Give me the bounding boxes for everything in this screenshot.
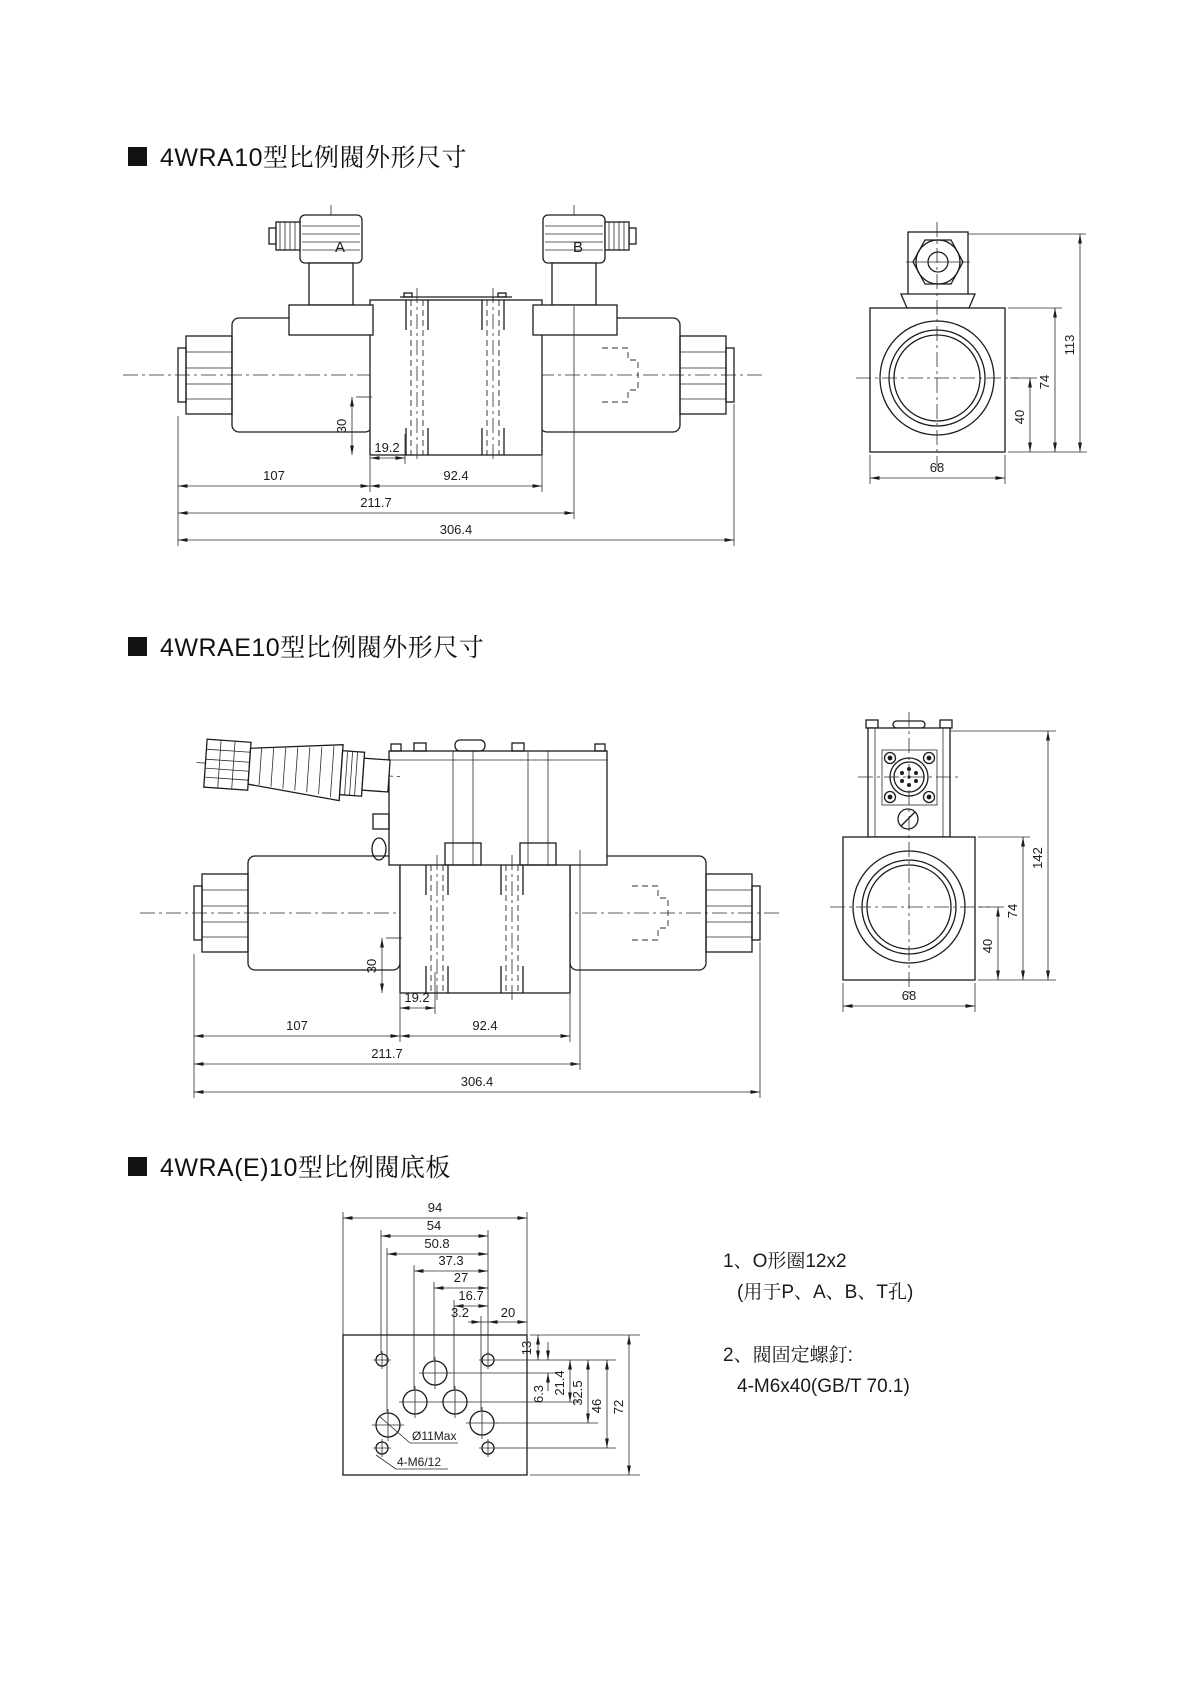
dim-46: 46: [589, 1398, 604, 1414]
connector-a: [269, 205, 373, 335]
dim-40: 40: [980, 938, 995, 954]
hole-diameter-label: Ø11Max: [412, 1429, 457, 1443]
drawing-4wra10-side: [856, 222, 1087, 484]
port-label-a: A: [334, 239, 346, 256]
dim-30: 30: [364, 958, 379, 974]
note-screws: [723, 1340, 910, 1402]
dim-37.3: 37.3: [438, 1253, 464, 1268]
dim-68: 68: [929, 460, 945, 475]
drawing-subplate: [343, 1200, 640, 1475]
dim-20: 20: [500, 1305, 516, 1320]
leader-labels: [376, 1416, 458, 1469]
dim-142: 142: [1030, 847, 1045, 869]
drawing-4wrae10-front: [140, 735, 782, 1098]
dim-50.8: 50.8: [424, 1236, 450, 1251]
dim-27: 27: [453, 1270, 469, 1285]
port-label-b: B: [572, 239, 584, 256]
drawing-4wrae10-side: [830, 712, 1056, 1012]
dim-30: 30: [334, 418, 349, 434]
dim-40: 40: [1012, 409, 1027, 425]
dim-68: 68: [901, 988, 917, 1003]
note-oring-line2: (用于P、A、B、T孔): [737, 1282, 914, 1303]
dim-21.4: 21.4: [552, 1370, 567, 1396]
note-oring-line1: 1、O形圈12x2: [723, 1251, 847, 1272]
dim-306.4: 306.4: [460, 1074, 494, 1089]
section-title-text: 4WRA10型比例閥外形尺寸: [160, 144, 468, 172]
dim-13: 13: [519, 1340, 534, 1356]
dim-107: 107: [286, 1018, 308, 1033]
dim-107: 107: [263, 468, 285, 483]
drawing-4wra10-front: [123, 205, 762, 546]
note-oring: [723, 1246, 913, 1308]
connector-b: [533, 205, 636, 335]
dim-92.4: 92.4: [443, 468, 469, 483]
dim-113: 113: [1062, 334, 1077, 356]
dim-19.2: 19.2: [404, 990, 430, 1005]
valve-body: [370, 293, 542, 455]
electronics-block: [372, 740, 607, 865]
dim-32.5: 32.5: [570, 1380, 585, 1406]
section-title-text: 4WRA(E)10型比例閥底板: [160, 1154, 451, 1182]
dim-211.7: 211.7: [360, 495, 392, 510]
dim-6.3: 6.3: [531, 1384, 546, 1404]
note-screws-line2: 4-M6x40(GB/T 70.1): [737, 1376, 910, 1397]
section-title-text: 4WRAE10型比例閥外形尺寸: [160, 634, 485, 662]
note-screws-line1: 2、閥固定螺釘:: [723, 1345, 853, 1366]
dim-16.7: 16.7: [458, 1288, 484, 1303]
dim-74: 74: [1037, 374, 1052, 390]
dim-92.4: 92.4: [472, 1018, 498, 1033]
thread-label: 4-M6/12: [397, 1455, 442, 1469]
dim-72: 72: [611, 1399, 626, 1415]
dim-211.7: 211.7: [371, 1046, 403, 1061]
dimensions-subplate-right: [449, 1335, 640, 1475]
dim-19.2: 19.2: [374, 440, 400, 455]
dim-3.2: 3.2: [450, 1305, 470, 1320]
adjustment-knob: [195, 735, 402, 805]
dim-54: 54: [426, 1218, 442, 1233]
dim-74: 74: [1005, 903, 1020, 919]
dim-306.4: 306.4: [439, 522, 473, 537]
dim-94: 94: [427, 1200, 443, 1215]
